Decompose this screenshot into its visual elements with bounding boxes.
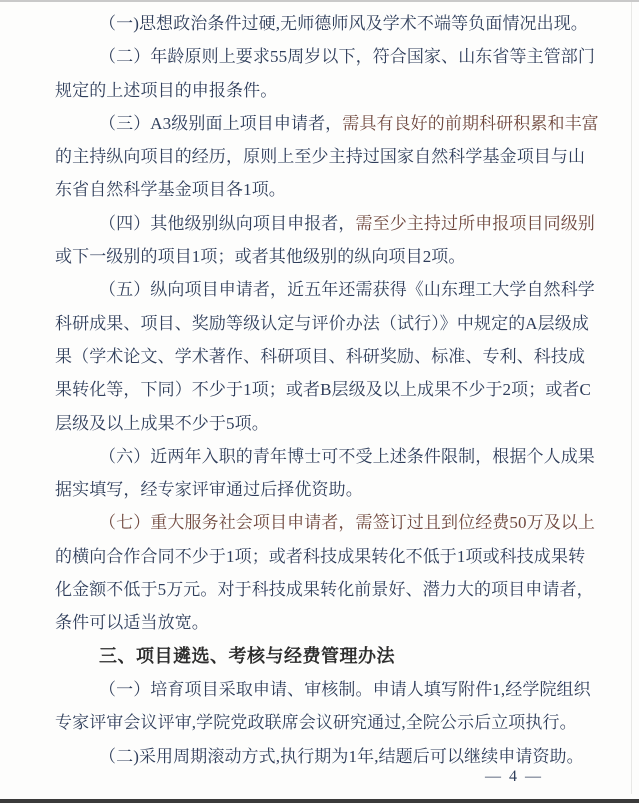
text-line: 化金额不低于5万元。对于科技成果转化前景好、潜力大的项目申请者， [55, 580, 594, 600]
document-body [55, 7, 599, 788]
text-line: 果转化等，下同）不少于1项；或者B层级及以上成果不少于2项；或者C [55, 380, 591, 400]
text-line: 东省自然科学基金项目各1项。 [55, 180, 286, 200]
text-line: 专家评审会议评审,学院党政联席会议研究通过,全院公示后立项执行。 [55, 713, 577, 733]
text-segment: 需具有良好的前期科研积累和丰富 [342, 113, 599, 133]
text-line: 规定的上述项目的申报条件。 [55, 80, 278, 100]
text-line [55, 107, 599, 140]
text-line: 的横向合作合同不少于1项；或者科技成果转化不低于1项或科技成果转 [55, 546, 586, 566]
text-segment: 需至少主持过所申报项目同级别 [355, 213, 595, 233]
text-segment: （三）A3级别面上项目申请者， [99, 113, 343, 133]
page-bottom-bar [0, 799, 639, 803]
text-line: （一）培育项目采取申请、审核制。申请人填写附件1,经学院组织 [99, 679, 591, 699]
text-line: （一)思想政治条件过硬,无师德师风及学术不端等负面情况出现。 [99, 14, 588, 33]
text-segment: （四）其他级别纵向项目申报者， [99, 213, 356, 233]
text-line: （二)采用周期滚动方式,执行期为1年,结题后可以继续申请资助。 [99, 746, 584, 766]
text-line: （六）近两年入职的青年博士可不受上述条件限制，根据个人成果 [99, 446, 595, 466]
text-line: （二）年龄原则上要求55周岁以下，符合国家、山东省等主管部门 [99, 47, 595, 67]
text-line [55, 207, 595, 240]
text-line: 层级及以上成果不少于5项。 [55, 413, 269, 433]
text-line: 或下一级别的项目1项；或者其他级别的纵向项目2项。 [55, 247, 466, 267]
text-line: 科研成果、项目、奖励等级认定与评价办法（试行）》中规定的A层级成 [55, 313, 589, 333]
text-line: 的主持纵向项目的经历，原则上至少主持过国家自然科学基金项目与山 [55, 147, 586, 167]
text-line: （五）纵向项目申请者，近五年还需获得《山东理工大学自然科学 [99, 280, 595, 300]
text-line: （七）重大服务社会项目申请者，需签订过且到位经费50万及以上 [99, 513, 595, 533]
page-top-border [0, 0, 639, 2]
text-line: 果（学术论文、学术著作、科研项目、科研奖励、标准、专利、科技成 [55, 346, 586, 366]
page-number: — 4 — [485, 767, 543, 785]
text-line: 条件可以适当放宽。 [55, 613, 209, 633]
text-line: 据实填写，经专家评审通过后择优资助。 [55, 480, 363, 500]
section-heading: 三、项目遴选、考核与经费管理办法 [99, 645, 395, 666]
page-right-edge [631, 2, 632, 794]
